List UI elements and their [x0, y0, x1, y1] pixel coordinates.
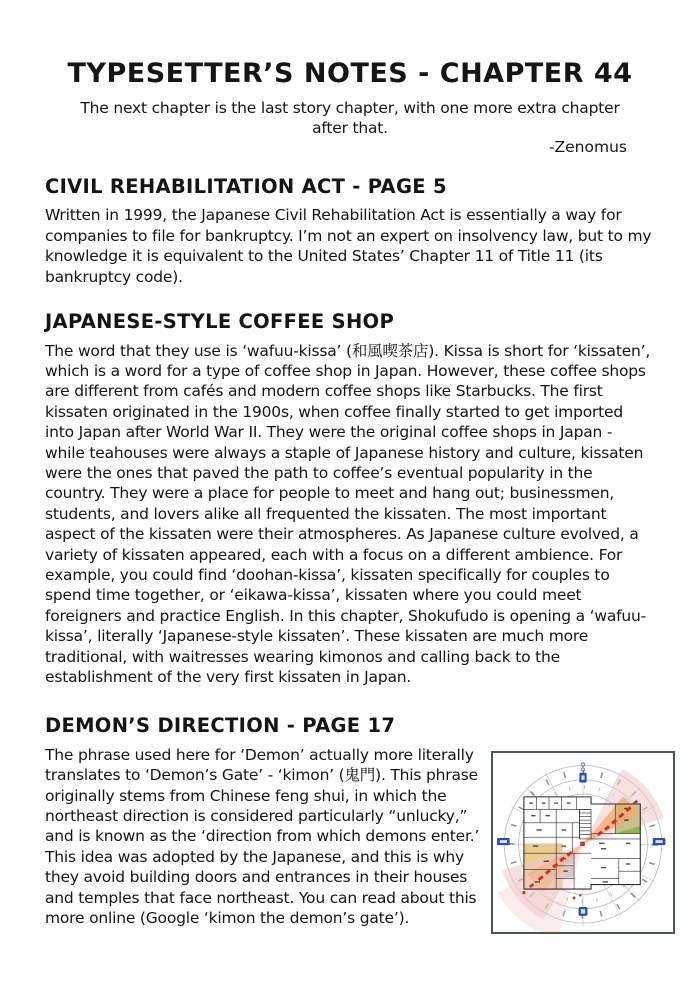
section-body-civil-rehabilitation-act: Written in 1999, the Japanese Civil Rehabilitation Act is essentially a way for companies to file for bankruptcy. I’m not an expert on insolvency law, but to my knowledge it is equivalent to the United States’ Chapter 11 of Title 11 (its bankruptcy code). [45, 206, 652, 286]
section-heading-demons-direction: DEMON’S DIRECTION - PAGE 17 [45, 714, 396, 738]
kimon-compass-diagram [491, 751, 675, 934]
section-body-japanese-style-coffee-shop: The word that they use is ‘wafuu-kissa’ (和風喫茶店). Kissa is short for ‘kissaten’, which is a word for a type of coffee shop in Japan. However, these coffee shops are different from cafés and modern coffee shops like Starbucks. The first kissaten originated in the 1900s, when coffee finally started to get imported into Japan after World War II. They were the original coffee shops in Japan - while teahouses were always a staple of Japanese history and culture, kissaten were the ones that paved the path to coffee’s eventual popularity in the country. They were a place for people to meet and hang out; businessmen, students, and lovers alike all frequented the kissaten. The most important aspect of the kissaten were their atmospheres. As Japanese culture evolved, a variety of kissaten appeared, each with a focus on a different ambience. For example, you could find ‘doohan-kissa’, kissaten specifically for couples to spend time together, or ‘eikawa-kissa’, kissaten where you could meet foreigners and practice English. In this chapter, Shokufudo is opening a ‘wafuu-kissa’, literally ‘Japanese-style kissaten’. These kissaten are much more traditional, with waitresses wearing kimonos and calling back to the establishment of the very first kissaten in Japan. [45, 341, 651, 687]
section-body-demons-direction: The phrase used here for ‘Demon’ actually more literally translates to ‘Demon’s Gate’ - ‘kimon’ (鬼門). This phrase originally stems from Chinese feng shui, in which the northeast direction is considered particularly “unlucky,” and is known as the ‘direction from which demons enter.’ This idea was adopted by the Japanese, and this is why they avoid building doors and entrances in their houses and temples that face northeast. You can read about this more online (Google ‘kimon the demon’s gate’). [45, 745, 480, 928]
author-signature: -Zenomus [548, 138, 627, 157]
page-title: TYPESETTER’S NOTES - CHAPTER 44 [67, 58, 633, 89]
section-civil-rehabilitation-act [45, 176, 655, 287]
section-heading-civil-rehabilitation-act: CIVIL REHABILITATION ACT - PAGE 5 [45, 175, 447, 199]
section-heading-japanese-style-coffee-shop: JAPANESE-STYLE COFFEE SHOP [45, 310, 395, 334]
section-demons-direction [45, 715, 655, 933]
intro-text: The next chapter is the last story chapter, with one more extra chapter after that. [80, 99, 620, 138]
feng-shui-compass-icon [493, 753, 673, 932]
demons-direction-content-row [45, 738, 655, 934]
section-japanese-style-coffee-shop [45, 311, 655, 687]
